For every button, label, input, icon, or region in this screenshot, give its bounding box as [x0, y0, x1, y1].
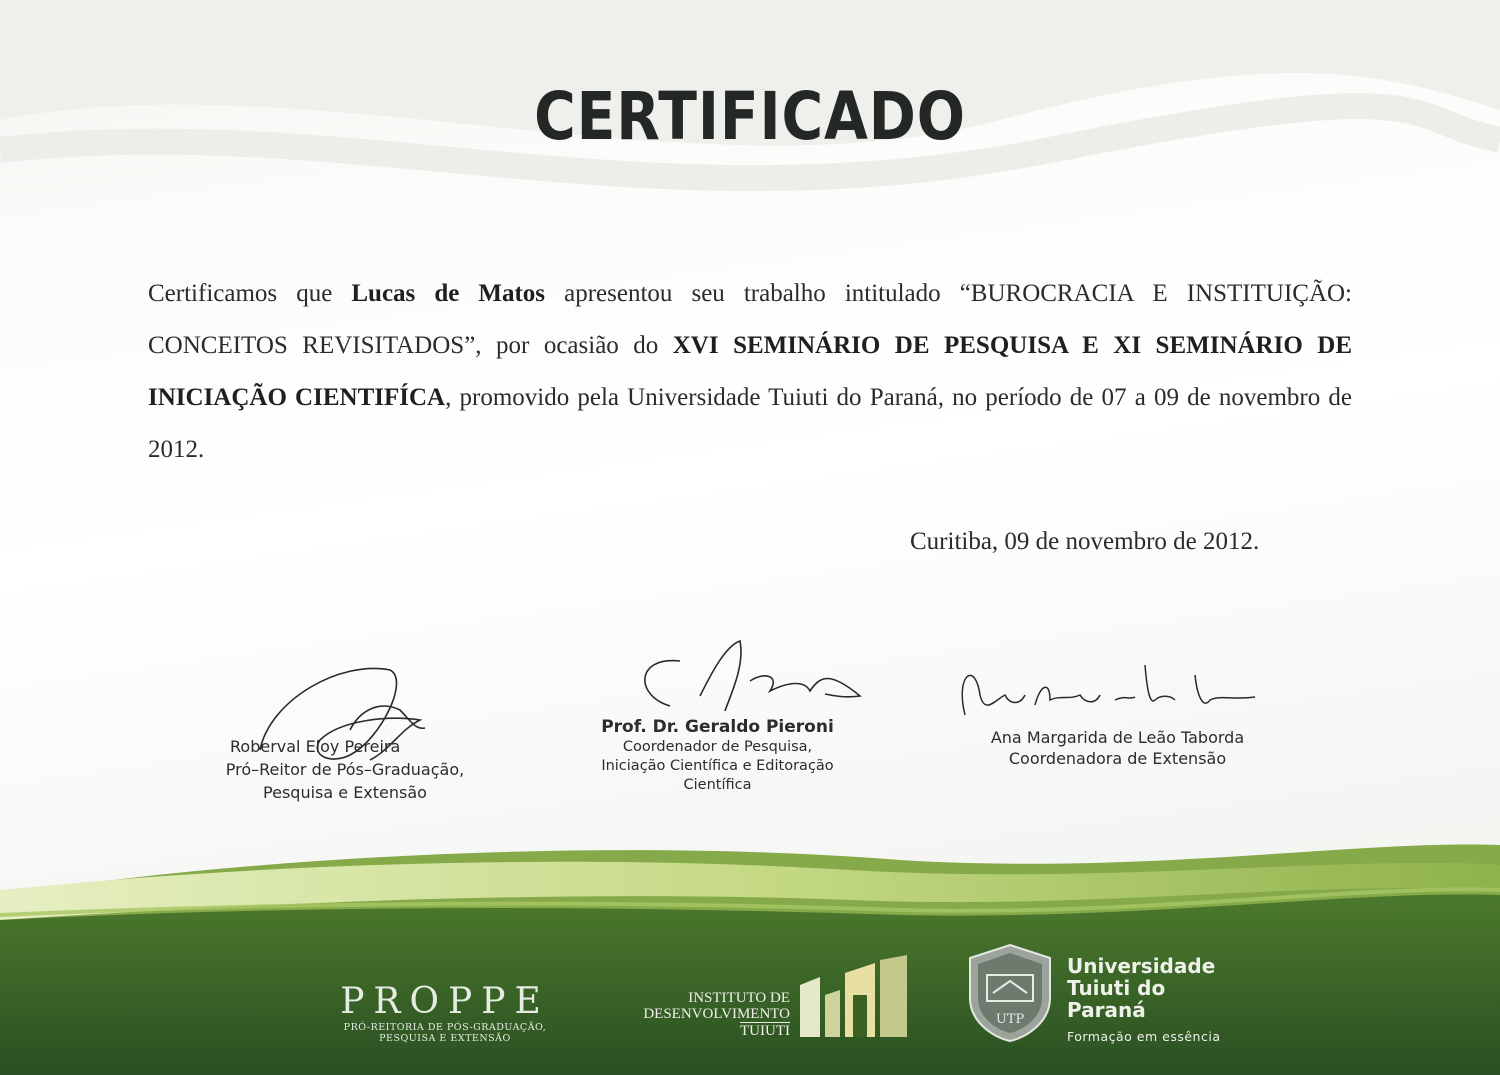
- instituto-logo-text: [630, 990, 790, 1039]
- signatory-ana: [975, 727, 1260, 769]
- signatory-name: Prof. Dr. Geraldo Pieroni: [601, 717, 834, 737]
- body-work: apresentou seu trabalho intitulado “BUROCRACIA E INSTITUIÇÃO: CONCEITOS REVISITADOS”, por ocasião do: [148, 280, 1352, 359]
- utp-name-line: Tuiuti do: [1067, 976, 1166, 1000]
- signatory-role: Pró–Reitor de Pós–Graduação,: [225, 760, 465, 779]
- signature-ana: [955, 655, 1265, 725]
- recipient-name: Lucas de Matos: [351, 280, 546, 307]
- signatory-role: Coordenador de Pesquisa,: [622, 739, 813, 755]
- signature-pieroni: [630, 636, 870, 726]
- signatory-role: Coordenadora de Extensão: [1008, 749, 1227, 768]
- instituto-buildings-icon: [795, 955, 915, 1040]
- signatory-role: Científica: [683, 777, 752, 793]
- proppe-name: PROPPE: [340, 981, 550, 1022]
- instituto-line: DESENVOLVIMENTO: [643, 1006, 790, 1022]
- instituto-line: INSTITUTO DE: [688, 990, 790, 1006]
- signatory-role: Pesquisa e Extensão: [263, 783, 427, 802]
- utp-logo-text: [1067, 955, 1220, 1044]
- proppe-subtitle: PESQUISA E EXTENSÃO: [379, 1033, 511, 1044]
- body-closing: , promovido pela Universidade Tuiuti do Paraná, no período de 07 a 09 de novembro de 2012.: [148, 384, 1352, 463]
- signatory-name: Roberval Eloy Pereira: [230, 737, 401, 756]
- proppe-subtitle: PRÓ-REITORIA DE PÓS-GRADUAÇÃO,: [343, 1022, 547, 1033]
- utp-seal-text: UTP: [995, 1012, 1025, 1027]
- certificate-body: [148, 268, 1352, 476]
- signatory-pieroni: [585, 716, 850, 795]
- certificate-title: CERTIFICADO: [534, 78, 966, 155]
- event-name: XVI SEMINÁRIO DE PESQUISA E XI SEMINÁRIO DE INICIAÇÃO CIENTIFÍCA: [148, 332, 1352, 411]
- date-line: Curitiba, 09 de novembro de 2012.: [910, 528, 1260, 555]
- signatory-name: Ana Margarida de Leão Taborda: [990, 728, 1245, 747]
- utp-seal-icon: [965, 943, 1055, 1043]
- signatory-role: Iniciação Científica e Editoração: [601, 758, 834, 774]
- utp-tagline: Formação em essência: [1067, 1029, 1221, 1044]
- utp-name-line: Paraná: [1067, 998, 1146, 1022]
- instituto-line: TUIUTI: [740, 1023, 790, 1039]
- signatory-roberval: [190, 735, 500, 804]
- proppe-logo: [330, 982, 560, 1044]
- body-intro: Certificamos que: [148, 280, 352, 307]
- utp-name-line: Universidade: [1067, 954, 1216, 978]
